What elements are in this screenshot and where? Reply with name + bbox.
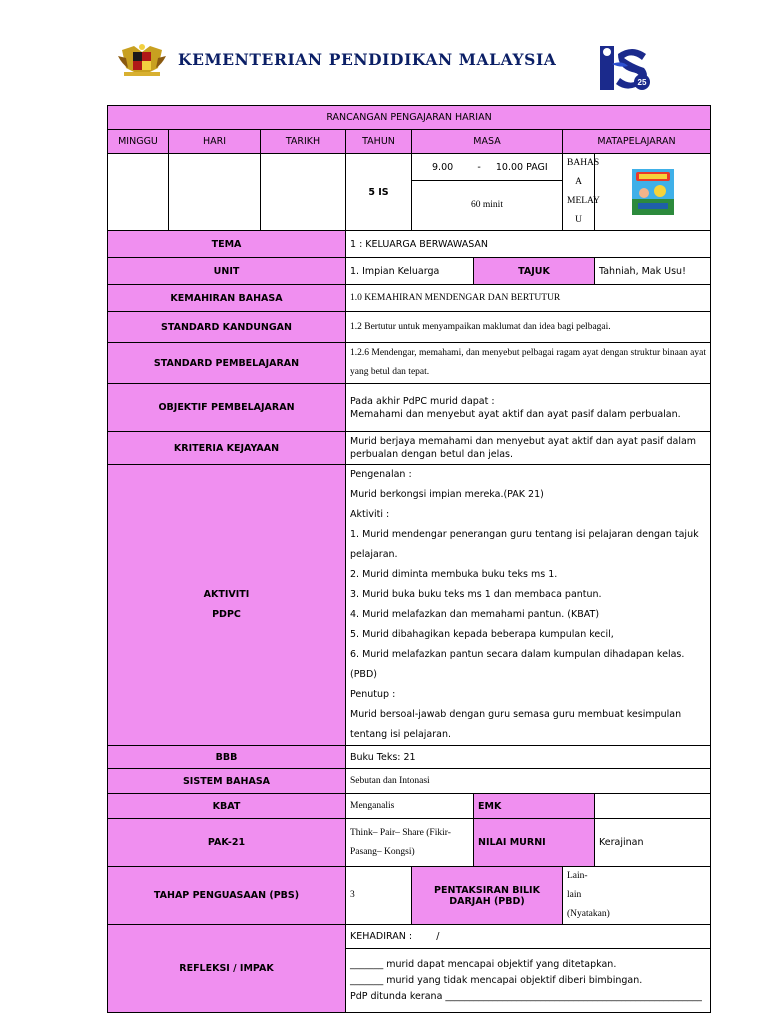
- hari-value: [169, 154, 261, 231]
- refleksi-content: [346, 949, 711, 1013]
- ministry-25-logo-icon: [598, 44, 654, 92]
- tahun-value: 5 IS: [346, 154, 412, 231]
- daily-lesson-plan-table: [107, 105, 711, 1013]
- unit-value: 1. Impian Keluarga: [346, 258, 474, 285]
- aktiviti-line: 1. Murid mendengar penerangan guru tentang isi pelajaran dengan tajuk pelajaran.: [350, 529, 699, 560]
- kriteria-value: Murid berjaya memahami dan menyebut ayat aktif dan ayat pasif dalam perbualan dengan betul dan jelas.: [346, 432, 711, 465]
- refleksi-line: _______ murid yang tidak mencapai objektif diberi bimbingan.: [350, 974, 643, 986]
- nilai-murni-label: NILAI MURNI: [474, 819, 595, 867]
- subject-cell: [563, 154, 600, 231]
- textbook-cover-cell: [595, 154, 711, 231]
- ministry-title: KEMENTERIAN PENDIDIKAN MALAYSIA: [178, 50, 557, 69]
- aktiviti-line: Aktiviti :: [350, 509, 390, 520]
- aktiviti-line: 5. Murid dibahagikan kepada beberapa kumpulan kecil,: [350, 629, 614, 640]
- header-minggu: MINGGU: [108, 130, 169, 154]
- aktiviti-content: [346, 465, 711, 746]
- kriteria-label: KRITERIA KEJAYAAN: [108, 432, 346, 465]
- tahap-label: TAHAP PENGUASAAN (PBS): [108, 867, 346, 925]
- header-matapelajaran: MATAPELAJARAN: [563, 130, 711, 154]
- tarikh-value: [261, 154, 346, 231]
- aktiviti-line: Murid berkongsi impian mereka.(PAK 21): [350, 489, 544, 500]
- aktiviti-line: Penutup :: [350, 689, 396, 700]
- plan-title: RANCANGAN PENGAJARAN HARIAN: [108, 106, 711, 130]
- aktiviti-line: 6. Murid melafazkan pantun secara dalam kumpulan dihadapan kelas. (PBD): [350, 649, 685, 680]
- aktiviti-label-cell: [108, 465, 346, 746]
- standard-kandungan-label: STANDARD KANDUNGAN: [108, 312, 346, 343]
- subject-line: U: [575, 215, 582, 225]
- kehadiran-value: KEHADIRAN : /: [346, 925, 711, 949]
- standard-kandungan-value: 1.2 Bertutur untuk menyampaikan maklumat dan idea bagi pelbagai.: [346, 312, 711, 343]
- objektif-line: Memahami dan menyebut ayat aktif dan ayat pasif dalam perbualan.: [350, 408, 681, 420]
- aktiviti-line: 2. Murid diminta membuka buku teks ms 1.: [350, 569, 558, 580]
- textbook-cover-icon: [632, 169, 674, 215]
- kemahiran-value: 1.0 KEMAHIRAN MENDENGAR DAN BERTUTUR: [346, 285, 711, 312]
- masa-start: 9.00: [432, 161, 454, 173]
- masa-time: [412, 154, 563, 181]
- header-tarikh: TARIKH: [261, 130, 346, 154]
- masa-dash: -: [477, 161, 481, 173]
- header-hari: HARI: [169, 130, 261, 154]
- malaysia-coat-of-arms-icon: [116, 42, 168, 78]
- unit-label: UNIT: [108, 258, 346, 285]
- emk-value: [595, 794, 711, 819]
- standard-pembelajaran-label: STANDARD PEMBELAJARAN: [108, 343, 346, 384]
- tema-value: 1 : KELUARGA BERWAWASAN: [346, 231, 711, 258]
- refleksi-line: _______ murid dapat mencapai objektif yang ditetapkan.: [350, 958, 617, 970]
- masa-duration: 60 minit: [412, 181, 563, 231]
- pak21-label: PAK-21: [108, 819, 346, 867]
- nilai-murni-value: Kerajinan: [595, 819, 711, 867]
- sistem-bahasa-label: SISTEM BAHASA: [108, 769, 346, 794]
- kemahiran-label: KEMAHIRAN BAHASA: [108, 285, 346, 312]
- masa-end: 10.00 PAGI: [495, 161, 548, 173]
- objektif-label: OBJEKTIF PEMBELAJARAN: [108, 384, 346, 432]
- kbat-label: KBAT: [108, 794, 346, 819]
- emk-label: EMK: [474, 794, 595, 819]
- bbb-label: BBB: [108, 746, 346, 769]
- subject-line: MELAY: [567, 196, 600, 206]
- refleksi-label: REFLEKSI / IMPAK: [108, 925, 346, 1013]
- objektif-cell: [346, 384, 711, 432]
- pbd-spacer: [595, 867, 711, 925]
- aktiviti-label: AKTIVITI: [203, 589, 250, 600]
- aktiviti-line: 4. Murid melafazkan dan memahami pantun. (KBAT): [350, 609, 600, 620]
- page-header: [0, 0, 768, 100]
- aktiviti-line: Murid bersoal-jawab dengan guru semasa guru membuat kesimpulan tentang isi pelajaran.: [350, 709, 682, 740]
- header-masa: MASA: [412, 130, 563, 154]
- pbd-value: Lain-lain (Nyatakan): [563, 867, 595, 925]
- kbat-value: Menganalis: [346, 794, 474, 819]
- minggu-value: [108, 154, 169, 231]
- tema-label: TEMA: [108, 231, 346, 258]
- pbd-label: PENTAKSIRAN BILIK DARJAH (PBD): [412, 867, 563, 925]
- aktiviti-line: Pengenalan :: [350, 469, 412, 480]
- tahap-value: 3: [346, 867, 412, 925]
- sistem-bahasa-value: Sebutan dan Intonasi: [346, 769, 711, 794]
- svg-text:25: 25: [637, 78, 647, 87]
- pdpc-label: PDPC: [212, 609, 241, 620]
- tajuk-label: TAJUK: [474, 258, 595, 285]
- header-tahun: TAHUN: [346, 130, 412, 154]
- aktiviti-line: 3. Murid buka buku teks ms 1 dan membaca pantun.: [350, 589, 602, 600]
- pak21-value: Think– Pair– Share (Fikir- Pasang– Kongsi): [346, 819, 474, 867]
- subject-line: BAHAS: [567, 158, 600, 168]
- objektif-line: Pada akhir PdPC murid dapat :: [350, 395, 495, 407]
- refleksi-line: PdP ditunda kerana ______________________________________________________: [350, 990, 702, 1002]
- subject-line: A: [575, 177, 582, 187]
- standard-pembelajaran-value: 1.2.6 Mendengar, memahami, dan menyebut pelbagai ragam ayat dengan struktur binaan ayat yang betul dan tepat.: [346, 343, 711, 384]
- bbb-value: Buku Teks: 21: [346, 746, 711, 769]
- tajuk-value: Tahniah, Mak Usu!: [595, 258, 711, 285]
